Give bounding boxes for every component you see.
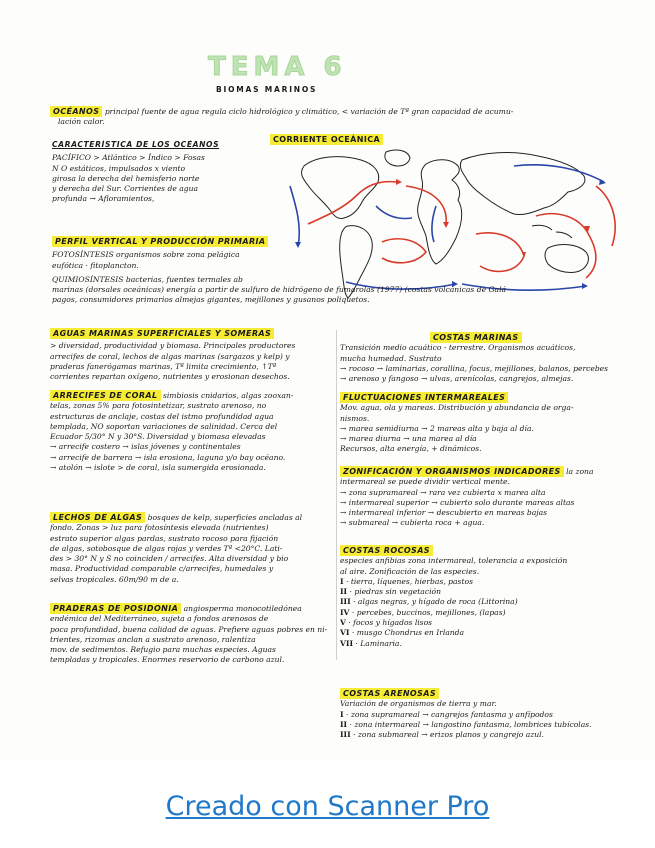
lechos-heading: LECHOS DE ALGAS xyxy=(50,512,145,523)
arrecifes-line-1: simbiosis cnidarios, algas zooxan- xyxy=(162,391,294,400)
zonificacion-line-1: la zona xyxy=(566,467,594,476)
aguas-heading: AGUAS MARINAS SUPERFICIALES Y SOMERAS xyxy=(50,328,274,339)
quimiosintesis-line-1: QUIMIOSÍNTESIS bacterias, fuentes termales ab xyxy=(52,274,243,284)
arenosas-item-2-num: II xyxy=(340,719,348,729)
lechos-line-3: estrato superior algas pardas, sustrato rocoso para fijación xyxy=(50,533,279,543)
quimiosintesis-line-3: pagos, consumidores primarios almejas gigantes, mejillones y gusanos poliquetos. xyxy=(52,295,370,305)
lechos-line-4: de algas, sotobosque de algas rojas y verdes Tª <20°C. Lati- xyxy=(50,543,283,553)
rocosas-line-1: especies anfibias zona intermareal, tolerancia a exposición xyxy=(340,556,568,566)
aguas-line-3: praderas fanerógamas marinas, Tª limita crecimiento, ↑Tª xyxy=(50,361,277,371)
rocosas-item-6-text: musgo Chondrus en Irlanda xyxy=(356,628,465,638)
caracteristicas-section xyxy=(52,140,282,205)
perfil-section xyxy=(52,236,627,306)
rocosas-item-1: I · tierra, líquenes, hierbas, pastos xyxy=(340,576,473,586)
lechos-line-6: masa. Productividad comparable c/arrecifes, humedales y xyxy=(50,564,274,574)
rocosas-item-2-num: II xyxy=(340,587,348,597)
rocosas-item-6-num: VI xyxy=(340,628,350,638)
aguas-line-1: > diversidad, productividad y biomasa. Principales productores xyxy=(50,341,296,351)
zonificacion-section xyxy=(340,466,615,529)
perfil-heading: PERFIL VERTICAL Y PRODUCCIÓN PRIMARIA xyxy=(52,236,268,247)
page-subtitle: BIOMAS MARINOS xyxy=(216,85,318,94)
caracteristicas-line-1: PACÍFICO > Atlántico > Índico > Fosas xyxy=(52,153,205,163)
zonificacion-item-3-text: intermareal inferior → descubierto en mareas bajas xyxy=(348,508,548,518)
costas-marinas-line-2: mucha humedad. Sustrato xyxy=(340,353,442,363)
lechos-line-2: fondo. Zonas > luz para fotosíntesis elevada (nutrientes) xyxy=(50,523,269,533)
column-divider xyxy=(336,330,337,660)
rocosas-item-4-text: percebes, buccinos, mejillones, (lapas) xyxy=(356,607,506,617)
rocosas-item-7-text: Laminaria. xyxy=(360,638,402,648)
oceanos-line-1: principal fuente de agua regula ciclo hidrológico y climático, < variación de Tª gran capacidad de acumu- xyxy=(104,107,514,116)
page-title: TEMA 6 xyxy=(208,52,347,82)
rocosas-line-2: al aire. Zonificación de las especies. xyxy=(340,566,480,576)
quimiosintesis-line-2: marinas (dorsales oceánicas) energía a partir de sulfuro de hidrógeno de fumarolas (1977) (costas volcánicas de Galá xyxy=(52,285,507,295)
zonificacion-item-2-text: intermareal superior → cubierto solo durante mareas altas xyxy=(348,497,575,507)
zonificacion-item-1-text: zona supramareal → rara vez cubierta x marea alta xyxy=(348,487,546,497)
zonificacion-line-2: intermareal se puede dividir vertical mente. xyxy=(340,477,510,487)
caracteristicas-line-5: profunda → Afloramientos, xyxy=(52,194,155,204)
arrecifes-heading: ARRECIFES DE CORAL xyxy=(50,390,161,401)
arenosas-item-1-num: I xyxy=(340,709,344,719)
arrecifes-line-4: templada, NO soportan variaciones de salinidad. Cerca del xyxy=(50,421,278,431)
arenosas-item-1: I · zona supramareal → cangrejos fantasma y anfípodos xyxy=(340,709,553,719)
rocosas-item-7: VII · Laminaria. xyxy=(340,638,402,648)
costas-marinas-item-1-text: rocoso → laminarias, corallina, focus, mejillones, balanos, percebes xyxy=(348,363,609,373)
arenosas-item-2-text: zona intermareal → langostino fantasma, lombrices tubícolas. xyxy=(354,719,592,729)
rocosas-item-1-text: tierra, líquenes, hierbas, pastos xyxy=(350,576,473,586)
arrecifes-item-1-text: arrecife costero → islas jóvenes y continentales xyxy=(58,442,241,452)
caracteristicas-line-2: N O estáticos, impulsados x viento xyxy=(52,163,186,173)
arenosas-item-3-num: III xyxy=(340,730,351,740)
arenosas-item-2: II · zona intermareal → langostino fantasma, lombrices tubícolas. xyxy=(340,719,592,729)
rocosas-item-2: II · piedras sin vegetación xyxy=(340,587,441,597)
fluctuaciones-item-1: → marea semidiurna → 2 mareas alta y baja al día. xyxy=(340,423,534,433)
zonificacion-item-1: → zona supramareal → rara vez cubierta x marea alta xyxy=(340,487,546,497)
praderas-line-1: angiosperma monocotiledónea xyxy=(183,604,302,613)
arrecifes-item-3-text: atolón → islote > de coral, isla sumergida erosionada. xyxy=(58,463,266,473)
arrecifes-line-2: telas, zonas 5% para fotosintetizar, sustrato arenoso, no xyxy=(50,401,267,411)
oceanos-section xyxy=(50,106,630,128)
costas-marinas-item-2: → arenoso y fangoso → ulvas, arenícolas, cangrejos, almejas. xyxy=(340,374,574,384)
lechos-line-1: bosques de kelp, superficies ancladas al xyxy=(147,513,303,522)
arrecifes-line-5: Ecuador 5/30° N y 30°S. Diversidad y biomasa elevadas xyxy=(50,432,266,442)
fluctuaciones-item-2: → marea diurna → una marea al día xyxy=(340,434,477,444)
praderas-line-5: mov. de sedimentos. Refugio para muchas especies. Aguas xyxy=(50,645,276,655)
caracteristicas-line-3: girosa la derecha del hemisferio norte xyxy=(52,173,200,183)
corriente-label xyxy=(270,127,383,146)
aguas-line-4: corrientes repartan oxígeno, nutrientes y erosionan desechos. xyxy=(50,372,290,382)
zonificacion-item-4: → submareal → cubierta roca + agua. xyxy=(340,518,485,528)
lechos-line-5: des > 30° N y S no coinciden / arrecifes. Alta diversidad y bio xyxy=(50,554,289,564)
zonificacion-heading: ZONIFICACIÓN Y ORGANISMOS INDICADORES xyxy=(340,466,564,477)
praderas-line-4: trientes, rizomas anclan a sustrato arenoso, ralentiza xyxy=(50,634,256,644)
arenosas-heading: COSTAS ARENOSAS xyxy=(340,688,439,699)
fluctuaciones-heading: FLUCTUACIONES INTERMAREALES xyxy=(340,392,508,403)
lechos-line-7: selvas tropicales. 60m/90 m de a. xyxy=(50,574,179,584)
rocosas-item-1-num: I xyxy=(340,576,344,586)
arrecifes-section xyxy=(50,390,332,473)
fluctuaciones-line-1: Mov. agua, ola y mareas. Distribución y abundancia de orga- xyxy=(340,403,574,413)
corriente-label-text: CORRIENTE OCEÁNICA xyxy=(270,134,383,145)
costas-marinas-line-1: Transición medio acuático - terrestre. Organismos acuáticos, xyxy=(340,343,576,353)
rocosas-item-7-num: VII xyxy=(340,638,353,648)
arrecifes-item-3: → atolón → islote > de coral, isla sumergida erosionada. xyxy=(50,463,266,473)
rocosas-item-6: VI · musgo Chondrus en Irlanda xyxy=(340,628,465,638)
scanner-pro-link[interactable]: Creado con Scanner Pro xyxy=(165,791,490,822)
arenosas-line-1: Variación de organismos de tierra y mar. xyxy=(340,699,497,709)
costas-marinas-item-2-text: arenoso y fangoso → ulvas, arenícolas, cangrejos, almejas. xyxy=(348,374,574,384)
caracteristicas-heading: CARACTERÍSTICA DE LOS OCÉANOS xyxy=(52,140,220,149)
rocosas-item-3-text: algas negras, y hígado de roca (Littorina) xyxy=(357,597,518,607)
fluctuaciones-item-1-text: marea semidiurna → 2 mareas alta y baja al día. xyxy=(348,423,534,433)
fotosintesis-line-1: FOTOSÍNTESIS organismos sobre zona pelágica xyxy=(52,250,240,260)
aguas-section xyxy=(50,328,332,382)
praderas-line-6: templadas y tropicales. Enormes reservorio de carbono azul. xyxy=(50,655,285,665)
costas-marinas-item-1: → rocoso → laminarias, corallina, focus, mejillones, balanos, percebes xyxy=(340,363,609,373)
arrecifes-line-3: estructuras de anclaje, costas del istmo profundidad agua xyxy=(50,411,274,421)
praderas-heading: PRADERAS DE POSIDONIA xyxy=(50,603,181,614)
rocosas-item-4: IV · percebes, buccinos, mejillones, (lapas) xyxy=(340,607,506,617)
rocosas-item-4-num: IV xyxy=(340,607,350,617)
oceanos-label: OCÉANOS xyxy=(50,106,102,117)
arrecifes-item-2-text: arrecife de barrera → isla erosiona, laguna y/o bay océano. xyxy=(58,452,286,462)
fluctuaciones-item-2-text: marea diurna → una marea al día xyxy=(348,434,477,444)
rocosas-heading: COSTAS ROCOSAS xyxy=(340,545,433,556)
costas-marinas-section xyxy=(340,332,615,384)
rocosas-section xyxy=(340,545,615,649)
arrecifes-item-2: → arrecife de barrera → isla erosiona, laguna y/o bay océano. xyxy=(50,452,286,462)
fluctuaciones-line-2: nismos. xyxy=(340,413,370,423)
praderas-line-2: endémica del Mediterráneo, sujeta a fondos arenosos de xyxy=(50,614,269,624)
rocosas-item-3-num: III xyxy=(340,597,351,607)
praderas-section xyxy=(50,603,332,666)
rocosas-item-3: III · algas negras, y hígado de roca (Littorina) xyxy=(340,597,518,607)
rocosas-item-5-num: V xyxy=(340,618,346,628)
zonificacion-item-2: → intermareal superior → cubierto solo durante mareas altas xyxy=(340,497,575,507)
aguas-line-2: arrecifes de coral, lechos de algas marinas (sargazos y kelp) y xyxy=(50,351,290,361)
zonificacion-item-3: → intermareal inferior → descubierto en mareas bajas xyxy=(340,508,548,518)
caracteristicas-line-4: y derecha del Sur. Corrientes de agua xyxy=(52,184,199,194)
arenosas-section xyxy=(340,688,615,740)
costas-marinas-heading: COSTAS MARINAS xyxy=(430,332,522,343)
rocosas-item-5-text: focos y hígados lisos xyxy=(353,618,433,628)
arenosas-item-3-text: zona submareal → erizos planos y cangrejo azul. xyxy=(357,730,544,740)
arenosas-item-3: III · zona submareal → erizos planos y cangrejo azul. xyxy=(340,730,544,740)
rocosas-item-2-text: piedras sin vegetación xyxy=(354,587,441,597)
oceanos-line-2: lación calor. xyxy=(58,117,105,127)
fluctuaciones-section xyxy=(340,392,615,455)
arrecifes-item-1: → arrecife costero → islas jóvenes y continentales xyxy=(50,442,241,452)
praderas-line-3: poca profundidad, buena calidad de aguas. Prefiere aguas pobres en ni- xyxy=(50,624,328,634)
fluctuaciones-tail: Recursos, alta energía, + dinámicos. xyxy=(340,444,482,454)
fotosintesis-line-2: eufótica · fitoplancton. xyxy=(52,260,139,270)
lechos-section xyxy=(50,512,332,585)
rocosas-item-5: V · focos y hígados lisos xyxy=(340,618,433,628)
zonificacion-item-4-text: submareal → cubierta roca + agua. xyxy=(348,518,485,528)
arenosas-item-1-text: zona supramareal → cangrejos fantasma y anfípodos xyxy=(350,709,553,719)
